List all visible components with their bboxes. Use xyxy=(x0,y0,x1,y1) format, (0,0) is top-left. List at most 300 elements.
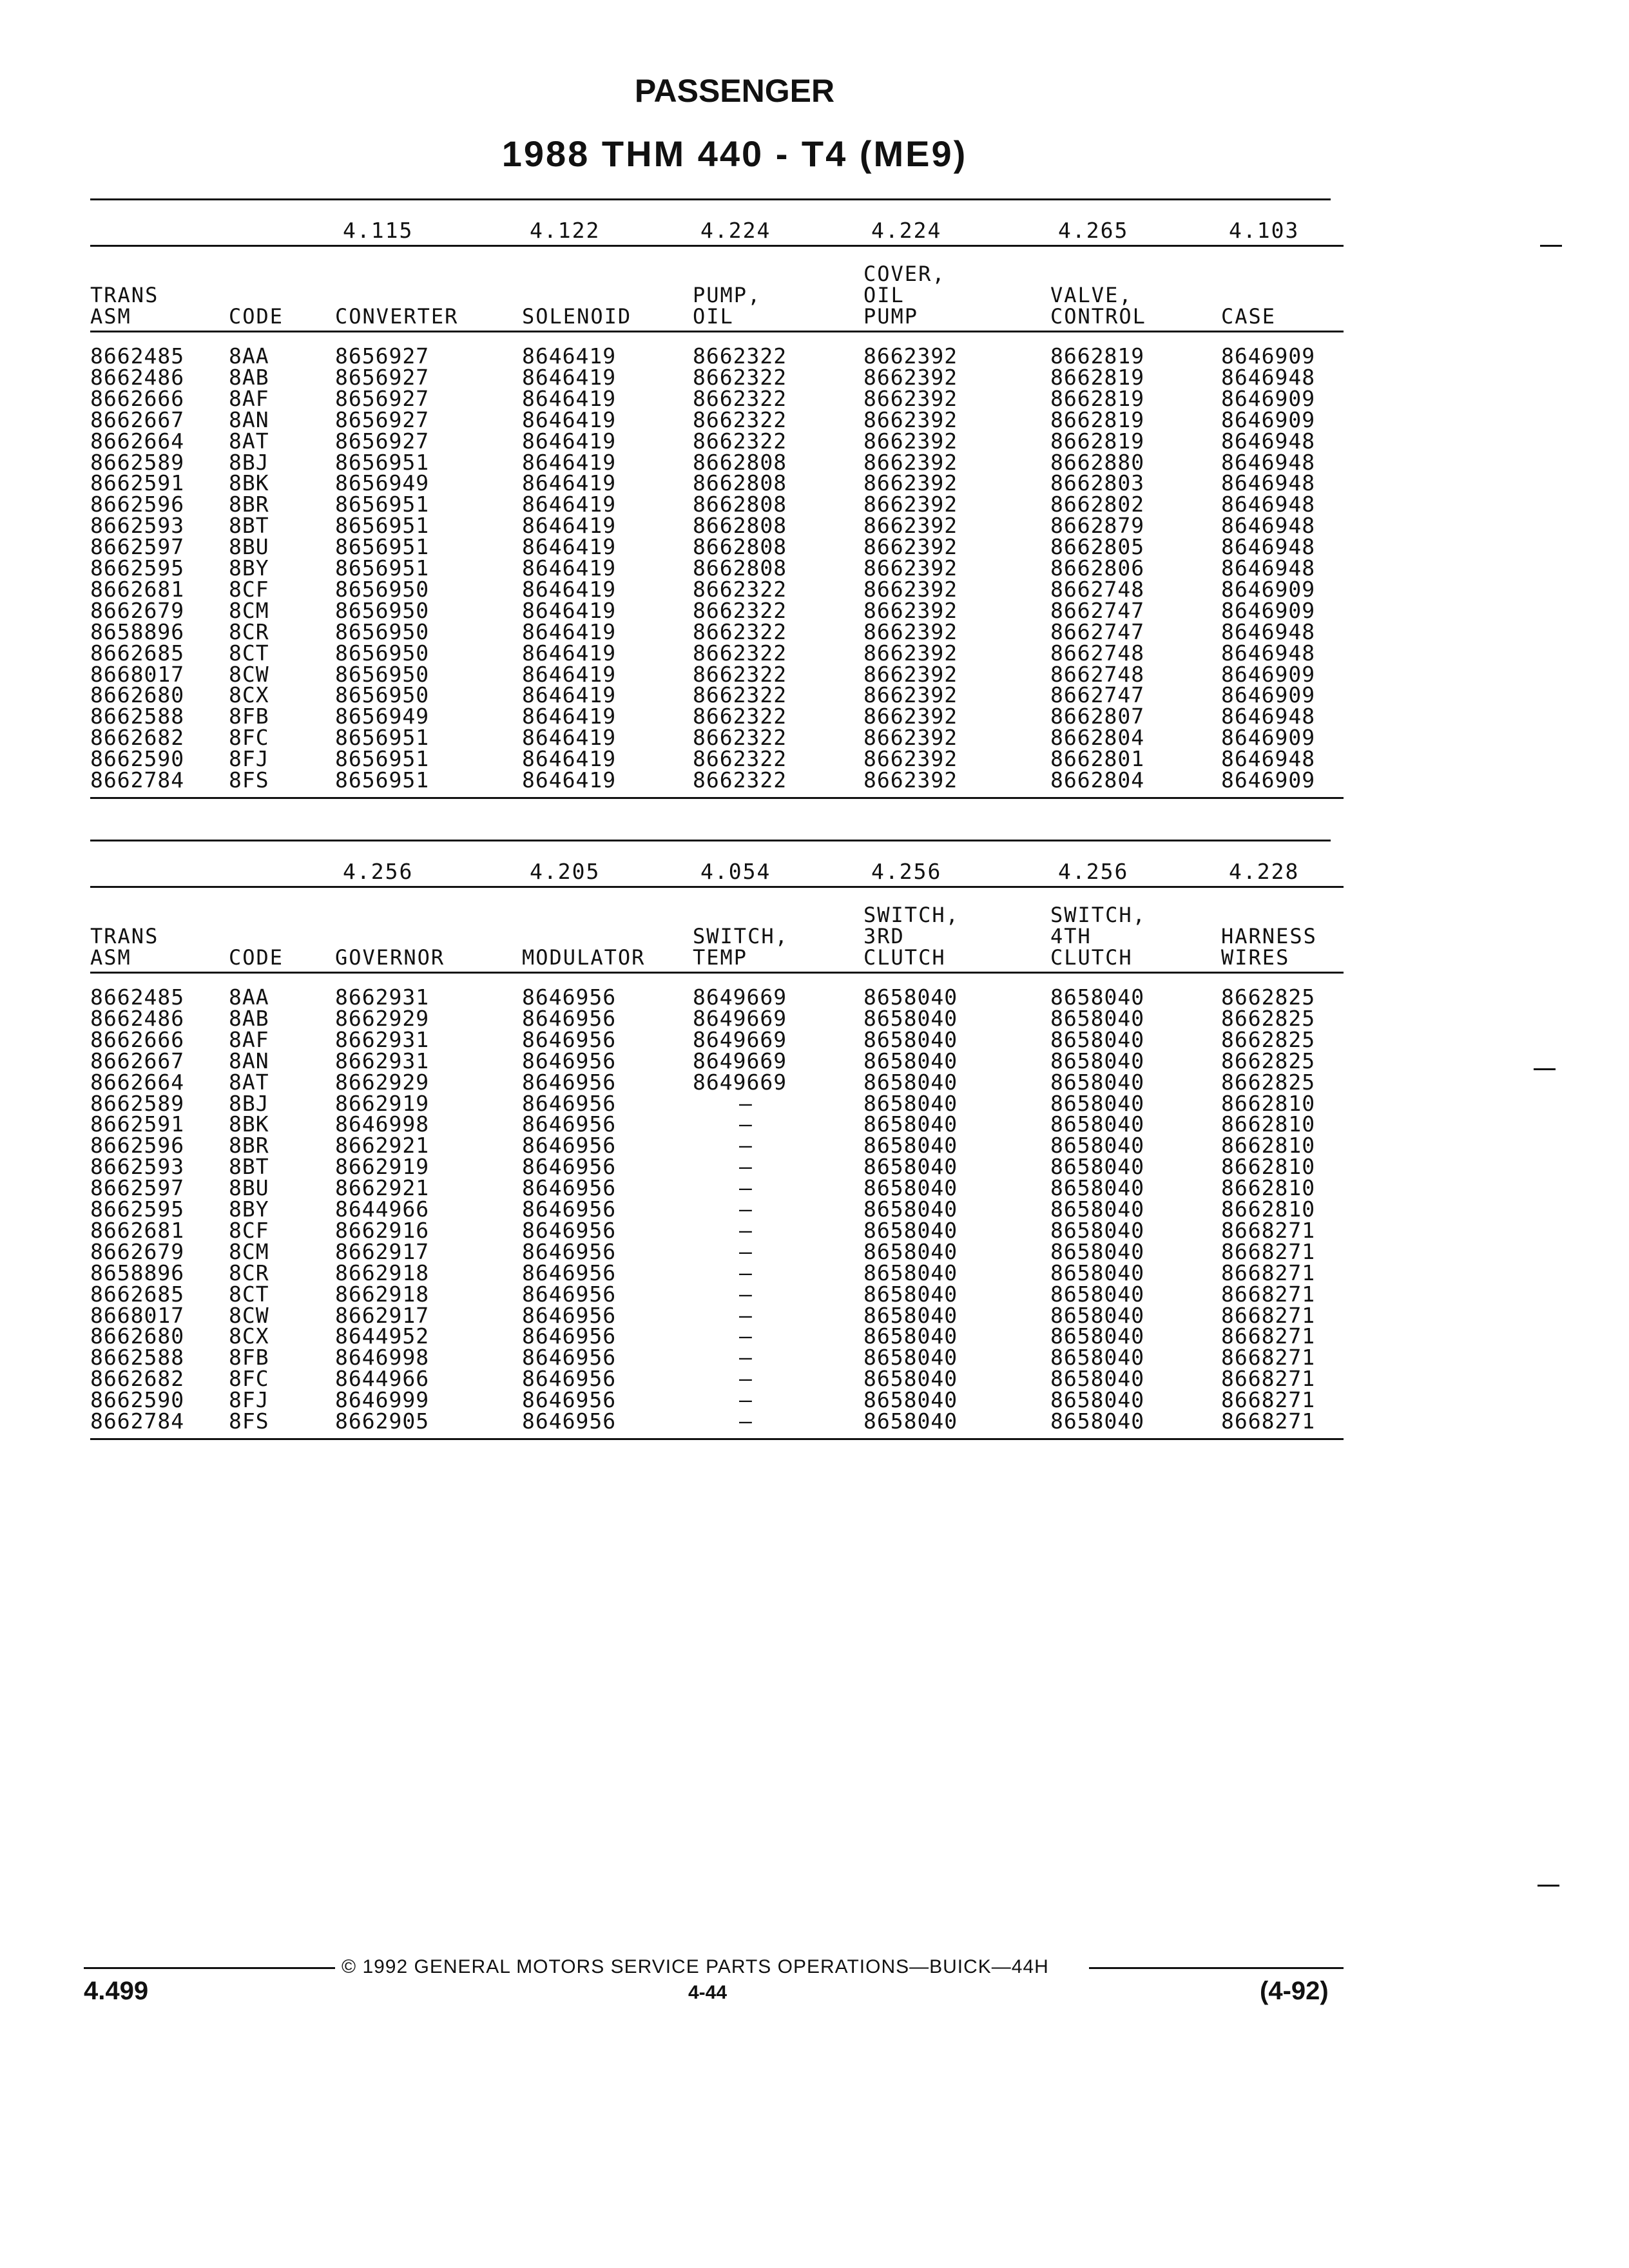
table-row xyxy=(90,576,1337,602)
cell-col7: 8658040 xyxy=(1050,1133,1145,1158)
cell-col7: 8658040 xyxy=(1050,1345,1145,1370)
cell-code: 8BY xyxy=(229,1196,269,1222)
cell-trans-asm: 8662680 xyxy=(90,682,185,708)
cell-col4: 8646956 xyxy=(522,1005,617,1031)
cell-col6: 8662392 xyxy=(863,534,958,560)
cell-col5: 8662808 xyxy=(693,470,787,496)
cell-col6: 8658040 xyxy=(863,1366,958,1392)
cell-trans-asm: 8662682 xyxy=(90,725,185,751)
cell-col5: 8662322 xyxy=(693,428,787,454)
cell-col3: 8656927 xyxy=(335,364,430,390)
cell-col4: 8646956 xyxy=(522,1345,617,1370)
cell-col4: 8646419 xyxy=(522,513,617,539)
page-title: PASSENGER xyxy=(634,73,835,109)
cell-col6: 8662392 xyxy=(863,470,958,496)
cell-col4: 8646419 xyxy=(522,385,617,411)
cell-col7: 8658040 xyxy=(1050,1217,1145,1243)
cell-code: 8BJ xyxy=(229,449,269,475)
footer-rule-right xyxy=(1089,1967,1344,1969)
group-reference-number: 4.205 xyxy=(530,859,601,884)
cell-code: 8FS xyxy=(229,1408,269,1434)
cell-trans-asm: 8662666 xyxy=(90,385,185,411)
cell-trans-asm: 8662664 xyxy=(90,428,185,454)
cell-col5: – xyxy=(739,1238,753,1264)
cell-col6: 8662392 xyxy=(863,492,958,517)
cell-col3: 8656927 xyxy=(335,407,430,432)
cell-trans-asm: 8662667 xyxy=(90,1048,185,1073)
cell-code: 8AT xyxy=(229,428,269,454)
cell-col3: 8656950 xyxy=(335,576,430,602)
table-row xyxy=(90,1198,1337,1220)
table-row xyxy=(90,430,1337,452)
cell-col6: 8662392 xyxy=(863,364,958,390)
cell-code: 8FB xyxy=(229,704,269,729)
group-reference-number: 4.115 xyxy=(343,218,414,243)
cell-col3: 8662929 xyxy=(335,1005,430,1031)
cell-col4: 8646419 xyxy=(522,407,617,432)
table-row xyxy=(90,746,1337,772)
table-row xyxy=(90,661,1337,687)
cell-col8: 8646948 xyxy=(1221,619,1316,644)
cell-col7: 8658040 xyxy=(1050,1048,1145,1073)
cell-code: 8BT xyxy=(229,1154,269,1180)
cell-code: 8AN xyxy=(229,407,269,432)
table-row xyxy=(90,1154,1337,1180)
group-reference-number: 4.265 xyxy=(1058,218,1129,243)
cell-col6: 8658040 xyxy=(863,1217,958,1243)
margin-mark xyxy=(1540,245,1562,247)
table-row xyxy=(90,769,1337,791)
cell-col3: 8656951 xyxy=(335,746,430,772)
cell-col3: 8662905 xyxy=(335,1408,430,1434)
cell-col4: 8646956 xyxy=(522,985,617,1010)
cell-code: 8AF xyxy=(229,385,269,411)
cell-col8: 8668271 xyxy=(1221,1366,1316,1392)
cell-trans-asm: 8662596 xyxy=(90,1133,185,1158)
cell-col8: 8662810 xyxy=(1221,1111,1316,1137)
cell-col4: 8646419 xyxy=(522,428,617,454)
cell-col3: 8656951 xyxy=(335,767,430,793)
cell-code: 8CF xyxy=(229,1217,269,1243)
cell-code: 8BJ xyxy=(229,1090,269,1116)
cell-trans-asm: 8662485 xyxy=(90,343,185,369)
cell-col5: – xyxy=(739,1260,753,1285)
cell-col8: 8646948 xyxy=(1221,449,1316,475)
cell-col3: 8646999 xyxy=(335,1387,430,1413)
cell-col8: 8668271 xyxy=(1221,1345,1316,1370)
cell-code: 8BR xyxy=(229,1133,269,1158)
cell-trans-asm: 8658896 xyxy=(90,619,185,644)
cell-col7: 8658040 xyxy=(1050,1238,1145,1264)
group-reference-number: 4.228 xyxy=(1229,859,1300,884)
table-row xyxy=(90,597,1337,623)
cell-trans-asm: 8662591 xyxy=(90,1111,185,1137)
cell-code: 8CT xyxy=(229,1281,269,1307)
cell-col7: 8662880 xyxy=(1050,449,1145,475)
cell-col5: – xyxy=(739,1323,753,1349)
cell-col4: 8646956 xyxy=(522,1111,617,1137)
cell-col8: 8646909 xyxy=(1221,407,1316,432)
cell-trans-asm: 8662589 xyxy=(90,449,185,475)
cell-col7: 8658040 xyxy=(1050,1323,1145,1349)
cell-col3: 8662929 xyxy=(335,1069,430,1095)
cell-col5: 8662322 xyxy=(693,767,787,793)
cell-col6: 8658040 xyxy=(863,1238,958,1264)
table-row xyxy=(90,1366,1337,1392)
cell-col8: 8662810 xyxy=(1221,1175,1316,1201)
cell-col8: 8646948 xyxy=(1221,364,1316,390)
cell-col8: 8646909 xyxy=(1221,343,1316,369)
cell-col4: 8646419 xyxy=(522,576,617,602)
cell-col7: 8658040 xyxy=(1050,1260,1145,1285)
group-reference-number: 4.054 xyxy=(700,859,771,884)
cell-col7: 8658040 xyxy=(1050,1026,1145,1052)
cell-code: 8CM xyxy=(229,1238,269,1264)
cell-code: 8CR xyxy=(229,619,269,644)
cell-col5: 8662322 xyxy=(693,640,787,666)
table-row xyxy=(90,1026,1337,1052)
cell-col4: 8646956 xyxy=(522,1069,617,1095)
table-row xyxy=(90,1302,1337,1328)
cell-col4: 8646419 xyxy=(522,470,617,496)
table-top-rule xyxy=(90,198,1331,200)
cell-col5: 8662322 xyxy=(693,746,787,772)
cell-col3: 8662917 xyxy=(335,1302,430,1328)
cell-col6: 8662392 xyxy=(863,597,958,623)
cell-code: 8AA xyxy=(229,985,269,1010)
cell-col7: 8662803 xyxy=(1050,470,1145,496)
cell-col7: 8658040 xyxy=(1050,985,1145,1010)
cell-col3: 8656927 xyxy=(335,428,430,454)
cell-col5: 8662808 xyxy=(693,513,787,539)
column-header-code: CODE xyxy=(229,945,284,970)
table-row xyxy=(90,472,1337,494)
cell-col7: 8662748 xyxy=(1050,661,1145,687)
cell-col3: 8656950 xyxy=(335,682,430,708)
cell-col5: – xyxy=(739,1133,753,1158)
cell-col8: 8668271 xyxy=(1221,1260,1316,1285)
cell-col8: 8646948 xyxy=(1221,534,1316,560)
cell-col6: 8662392 xyxy=(863,661,958,687)
cell-code: 8AF xyxy=(229,1026,269,1052)
table-row xyxy=(90,534,1337,560)
header-rule xyxy=(90,972,1344,974)
cell-col6: 8658040 xyxy=(863,1345,958,1370)
table-bottom-rule xyxy=(90,1438,1344,1440)
cell-col7: 8662819 xyxy=(1050,385,1145,411)
table-row xyxy=(90,684,1337,706)
cell-col6: 8658040 xyxy=(863,1154,958,1180)
table-row xyxy=(90,1325,1337,1347)
cell-col3: 8656950 xyxy=(335,619,430,644)
cell-col7: 8658040 xyxy=(1050,1090,1145,1116)
header-rule xyxy=(90,331,1344,332)
cell-col3: 8644952 xyxy=(335,1323,430,1349)
cell-code: 8FC xyxy=(229,1366,269,1392)
cell-trans-asm: 8662588 xyxy=(90,1345,185,1370)
cell-code: 8CT xyxy=(229,640,269,666)
table-row xyxy=(90,1217,1337,1243)
table-row xyxy=(90,986,1337,1008)
cell-col5: – xyxy=(739,1302,753,1328)
cell-col3: 8656951 xyxy=(335,449,430,475)
cell-col6: 8662392 xyxy=(863,385,958,411)
column-header-col3: CONVERTER xyxy=(335,304,459,329)
cell-col4: 8646419 xyxy=(522,534,617,560)
cell-code: 8CX xyxy=(229,682,269,708)
cell-col3: 8656951 xyxy=(335,534,430,560)
column-header-col7: SWITCH, 4TH CLUTCH xyxy=(1050,903,1146,970)
column-header-code: CODE xyxy=(229,304,284,329)
cell-trans-asm: 8662679 xyxy=(90,1238,185,1264)
cell-col7: 8662801 xyxy=(1050,746,1145,772)
table-row xyxy=(90,1069,1337,1095)
cell-col8: 8646909 xyxy=(1221,767,1316,793)
cell-col4: 8646956 xyxy=(522,1260,617,1285)
cell-col4: 8646956 xyxy=(522,1302,617,1328)
cell-col4: 8646956 xyxy=(522,1217,617,1243)
cell-trans-asm: 8662486 xyxy=(90,364,185,390)
cell-code: 8BR xyxy=(229,492,269,517)
cell-col6: 8662392 xyxy=(863,555,958,581)
cell-col3: 8656950 xyxy=(335,640,430,666)
cell-col3: 8646998 xyxy=(335,1345,430,1370)
column-header-col8: CASE xyxy=(1221,304,1277,329)
cell-col7: 8662819 xyxy=(1050,364,1145,390)
cell-col8: 8662825 xyxy=(1221,985,1316,1010)
cell-col8: 8668271 xyxy=(1221,1217,1316,1243)
cell-col7: 8658040 xyxy=(1050,1154,1145,1180)
table-row xyxy=(90,449,1337,475)
cell-col8: 8668271 xyxy=(1221,1408,1316,1434)
cell-col5: 8662322 xyxy=(693,704,787,729)
copyright-notice: © 1992 GENERAL MOTORS SERVICE PARTS OPERATIONS—BUICK—44H xyxy=(342,1956,1049,1977)
cell-col4: 8646419 xyxy=(522,597,617,623)
cell-col4: 8646419 xyxy=(522,492,617,517)
cell-code: 8BK xyxy=(229,470,269,496)
cell-trans-asm: 8662591 xyxy=(90,470,185,496)
cell-col6: 8658040 xyxy=(863,1005,958,1031)
page-number: 4-44 xyxy=(688,1982,728,2003)
cell-trans-asm: 8662588 xyxy=(90,704,185,729)
cell-col3: 8662918 xyxy=(335,1260,430,1285)
cell-col6: 8658040 xyxy=(863,985,958,1010)
table-row xyxy=(90,1347,1337,1368)
cell-col8: 8646948 xyxy=(1221,492,1316,517)
cell-trans-asm: 8662784 xyxy=(90,767,185,793)
cell-trans-asm: 8662486 xyxy=(90,1005,185,1031)
cell-col4: 8646956 xyxy=(522,1026,617,1052)
cell-col5: 8662322 xyxy=(693,682,787,708)
cell-trans-asm: 8662682 xyxy=(90,1366,185,1392)
margin-mark xyxy=(1537,1885,1559,1887)
cell-col3: 8662917 xyxy=(335,1238,430,1264)
cell-col5: 8662322 xyxy=(693,364,787,390)
cell-trans-asm: 8662681 xyxy=(90,1217,185,1243)
cell-code: 8BU xyxy=(229,534,269,560)
cell-col5: – xyxy=(739,1217,753,1243)
cell-col7: 8662806 xyxy=(1050,555,1145,581)
cell-col3: 8644966 xyxy=(335,1196,430,1222)
cell-col5: – xyxy=(739,1090,753,1116)
cell-col4: 8646419 xyxy=(522,746,617,772)
cell-col3: 8656927 xyxy=(335,343,430,369)
cell-col5: – xyxy=(739,1387,753,1413)
cell-trans-asm: 8662485 xyxy=(90,985,185,1010)
cell-col7: 8662879 xyxy=(1050,513,1145,539)
cell-col7: 8662802 xyxy=(1050,492,1145,517)
cell-col8: 8646909 xyxy=(1221,661,1316,687)
cell-code: 8FJ xyxy=(229,1387,269,1413)
cell-trans-asm: 8662784 xyxy=(90,1408,185,1434)
cell-col8: 8646909 xyxy=(1221,385,1316,411)
table-row xyxy=(90,1238,1337,1264)
cell-col6: 8658040 xyxy=(863,1196,958,1222)
cell-col4: 8646419 xyxy=(522,619,617,644)
cell-col7: 8662747 xyxy=(1050,597,1145,623)
table-row xyxy=(90,1113,1337,1135)
table-row xyxy=(90,1175,1337,1201)
cell-col8: 8646948 xyxy=(1221,470,1316,496)
cell-col3: 8662919 xyxy=(335,1154,430,1180)
cell-col6: 8658040 xyxy=(863,1260,958,1285)
cell-col5: 8649669 xyxy=(693,1069,787,1095)
parts-table-1 xyxy=(90,198,1337,817)
cell-trans-asm: 8662595 xyxy=(90,1196,185,1222)
table-bottom-rule xyxy=(90,797,1344,799)
cell-col7: 8662819 xyxy=(1050,343,1145,369)
cell-col6: 8658040 xyxy=(863,1090,958,1116)
table-row xyxy=(90,1410,1337,1432)
cell-code: 8CF xyxy=(229,576,269,602)
cell-col6: 8662392 xyxy=(863,619,958,644)
cell-col8: 8646948 xyxy=(1221,704,1316,729)
cell-col4: 8646956 xyxy=(522,1281,617,1307)
cell-col3: 8656949 xyxy=(335,704,430,729)
cell-col5: – xyxy=(739,1345,753,1370)
table-row xyxy=(90,1090,1337,1116)
table-top-rule xyxy=(90,840,1331,841)
cell-col4: 8646419 xyxy=(522,555,617,581)
column-header-col4: MODULATOR xyxy=(522,945,646,970)
cell-col3: 8662921 xyxy=(335,1175,430,1201)
group-reference-number: 4.224 xyxy=(871,218,942,243)
cell-code: 8AA xyxy=(229,343,269,369)
cell-col4: 8646419 xyxy=(522,704,617,729)
cell-col5: 8662808 xyxy=(693,449,787,475)
cell-col7: 8662747 xyxy=(1050,619,1145,644)
cell-col8: 8662810 xyxy=(1221,1154,1316,1180)
cell-col3: 8656951 xyxy=(335,725,430,751)
cell-col5: – xyxy=(739,1196,753,1222)
cell-col6: 8662392 xyxy=(863,767,958,793)
table-row xyxy=(90,725,1337,751)
cell-col4: 8646956 xyxy=(522,1090,617,1116)
cell-col7: 8658040 xyxy=(1050,1005,1145,1031)
cell-col6: 8662392 xyxy=(863,682,958,708)
cell-code: 8AB xyxy=(229,364,269,390)
cell-code: 8FB xyxy=(229,1345,269,1370)
cell-col7: 8662748 xyxy=(1050,576,1145,602)
cell-col8: 8662810 xyxy=(1221,1090,1316,1116)
cell-col7: 8662804 xyxy=(1050,725,1145,751)
cell-col6: 8658040 xyxy=(863,1323,958,1349)
cell-col8: 8662825 xyxy=(1221,1005,1316,1031)
table-row xyxy=(90,494,1337,515)
cell-col5: 8662808 xyxy=(693,534,787,560)
cell-code: 8CW xyxy=(229,1302,269,1328)
cell-trans-asm: 8662679 xyxy=(90,597,185,623)
cell-col4: 8646419 xyxy=(522,725,617,751)
cell-col4: 8646419 xyxy=(522,661,617,687)
cell-col6: 8658040 xyxy=(863,1387,958,1413)
column-header-col5: PUMP, OIL xyxy=(693,283,762,329)
cell-trans-asm: 8662593 xyxy=(90,513,185,539)
cell-code: 8CW xyxy=(229,661,269,687)
page-section-number: 4.499 xyxy=(84,1977,149,2005)
cell-trans-asm: 8662685 xyxy=(90,1281,185,1307)
cell-col3: 8662916 xyxy=(335,1217,430,1243)
cell-col5: 8662808 xyxy=(693,492,787,517)
page-subtitle: 1988 THM 440 - T4 (ME9) xyxy=(501,133,968,174)
cell-col3: 8656951 xyxy=(335,555,430,581)
table-row xyxy=(90,345,1337,367)
cell-col8: 8646948 xyxy=(1221,555,1316,581)
cell-col6: 8658040 xyxy=(863,1111,958,1137)
cell-trans-asm: 8662593 xyxy=(90,1154,185,1180)
group-reference-number: 4.256 xyxy=(1058,859,1129,884)
cell-col3: 8644966 xyxy=(335,1366,430,1392)
cell-col8: 8646948 xyxy=(1221,513,1316,539)
cell-col7: 8662819 xyxy=(1050,428,1145,454)
cell-col5: 8662322 xyxy=(693,407,787,432)
cell-col7: 8658040 xyxy=(1050,1111,1145,1137)
cell-col4: 8646956 xyxy=(522,1048,617,1073)
table-row xyxy=(90,1262,1337,1283)
cell-col8: 8668271 xyxy=(1221,1281,1316,1307)
cell-col5: 8662808 xyxy=(693,555,787,581)
cell-col4: 8646419 xyxy=(522,343,617,369)
cell-col6: 8658040 xyxy=(863,1133,958,1158)
parts-table-2 xyxy=(90,840,1337,1458)
cell-col4: 8646956 xyxy=(522,1196,617,1222)
group-reference-number: 4.224 xyxy=(700,218,771,243)
column-header-col6: COVER, OIL PUMP xyxy=(863,262,946,329)
cell-col3: 8656927 xyxy=(335,385,430,411)
cell-trans-asm: 8662595 xyxy=(90,555,185,581)
cell-trans-asm: 8662589 xyxy=(90,1090,185,1116)
cell-code: 8BY xyxy=(229,555,269,581)
cell-trans-asm: 8658896 xyxy=(90,1260,185,1285)
cell-col6: 8658040 xyxy=(863,1175,958,1201)
ref-row-rule xyxy=(90,886,1344,888)
cell-col7: 8658040 xyxy=(1050,1175,1145,1201)
cell-col6: 8662392 xyxy=(863,513,958,539)
table-row xyxy=(90,1005,1337,1031)
cell-trans-asm: 8662685 xyxy=(90,640,185,666)
cell-col8: 8662825 xyxy=(1221,1069,1316,1095)
cell-col4: 8646956 xyxy=(522,1323,617,1349)
cell-col5: 8662322 xyxy=(693,385,787,411)
cell-col3: 8656951 xyxy=(335,513,430,539)
cell-col5: 8662322 xyxy=(693,725,787,751)
column-header-col6: SWITCH, 3RD CLUTCH xyxy=(863,903,959,970)
cell-trans-asm: 8662597 xyxy=(90,534,185,560)
cell-trans-asm: 8662597 xyxy=(90,1175,185,1201)
cell-code: 8CX xyxy=(229,1323,269,1349)
cell-col3: 8662931 xyxy=(335,1026,430,1052)
cell-col8: 8646909 xyxy=(1221,682,1316,708)
